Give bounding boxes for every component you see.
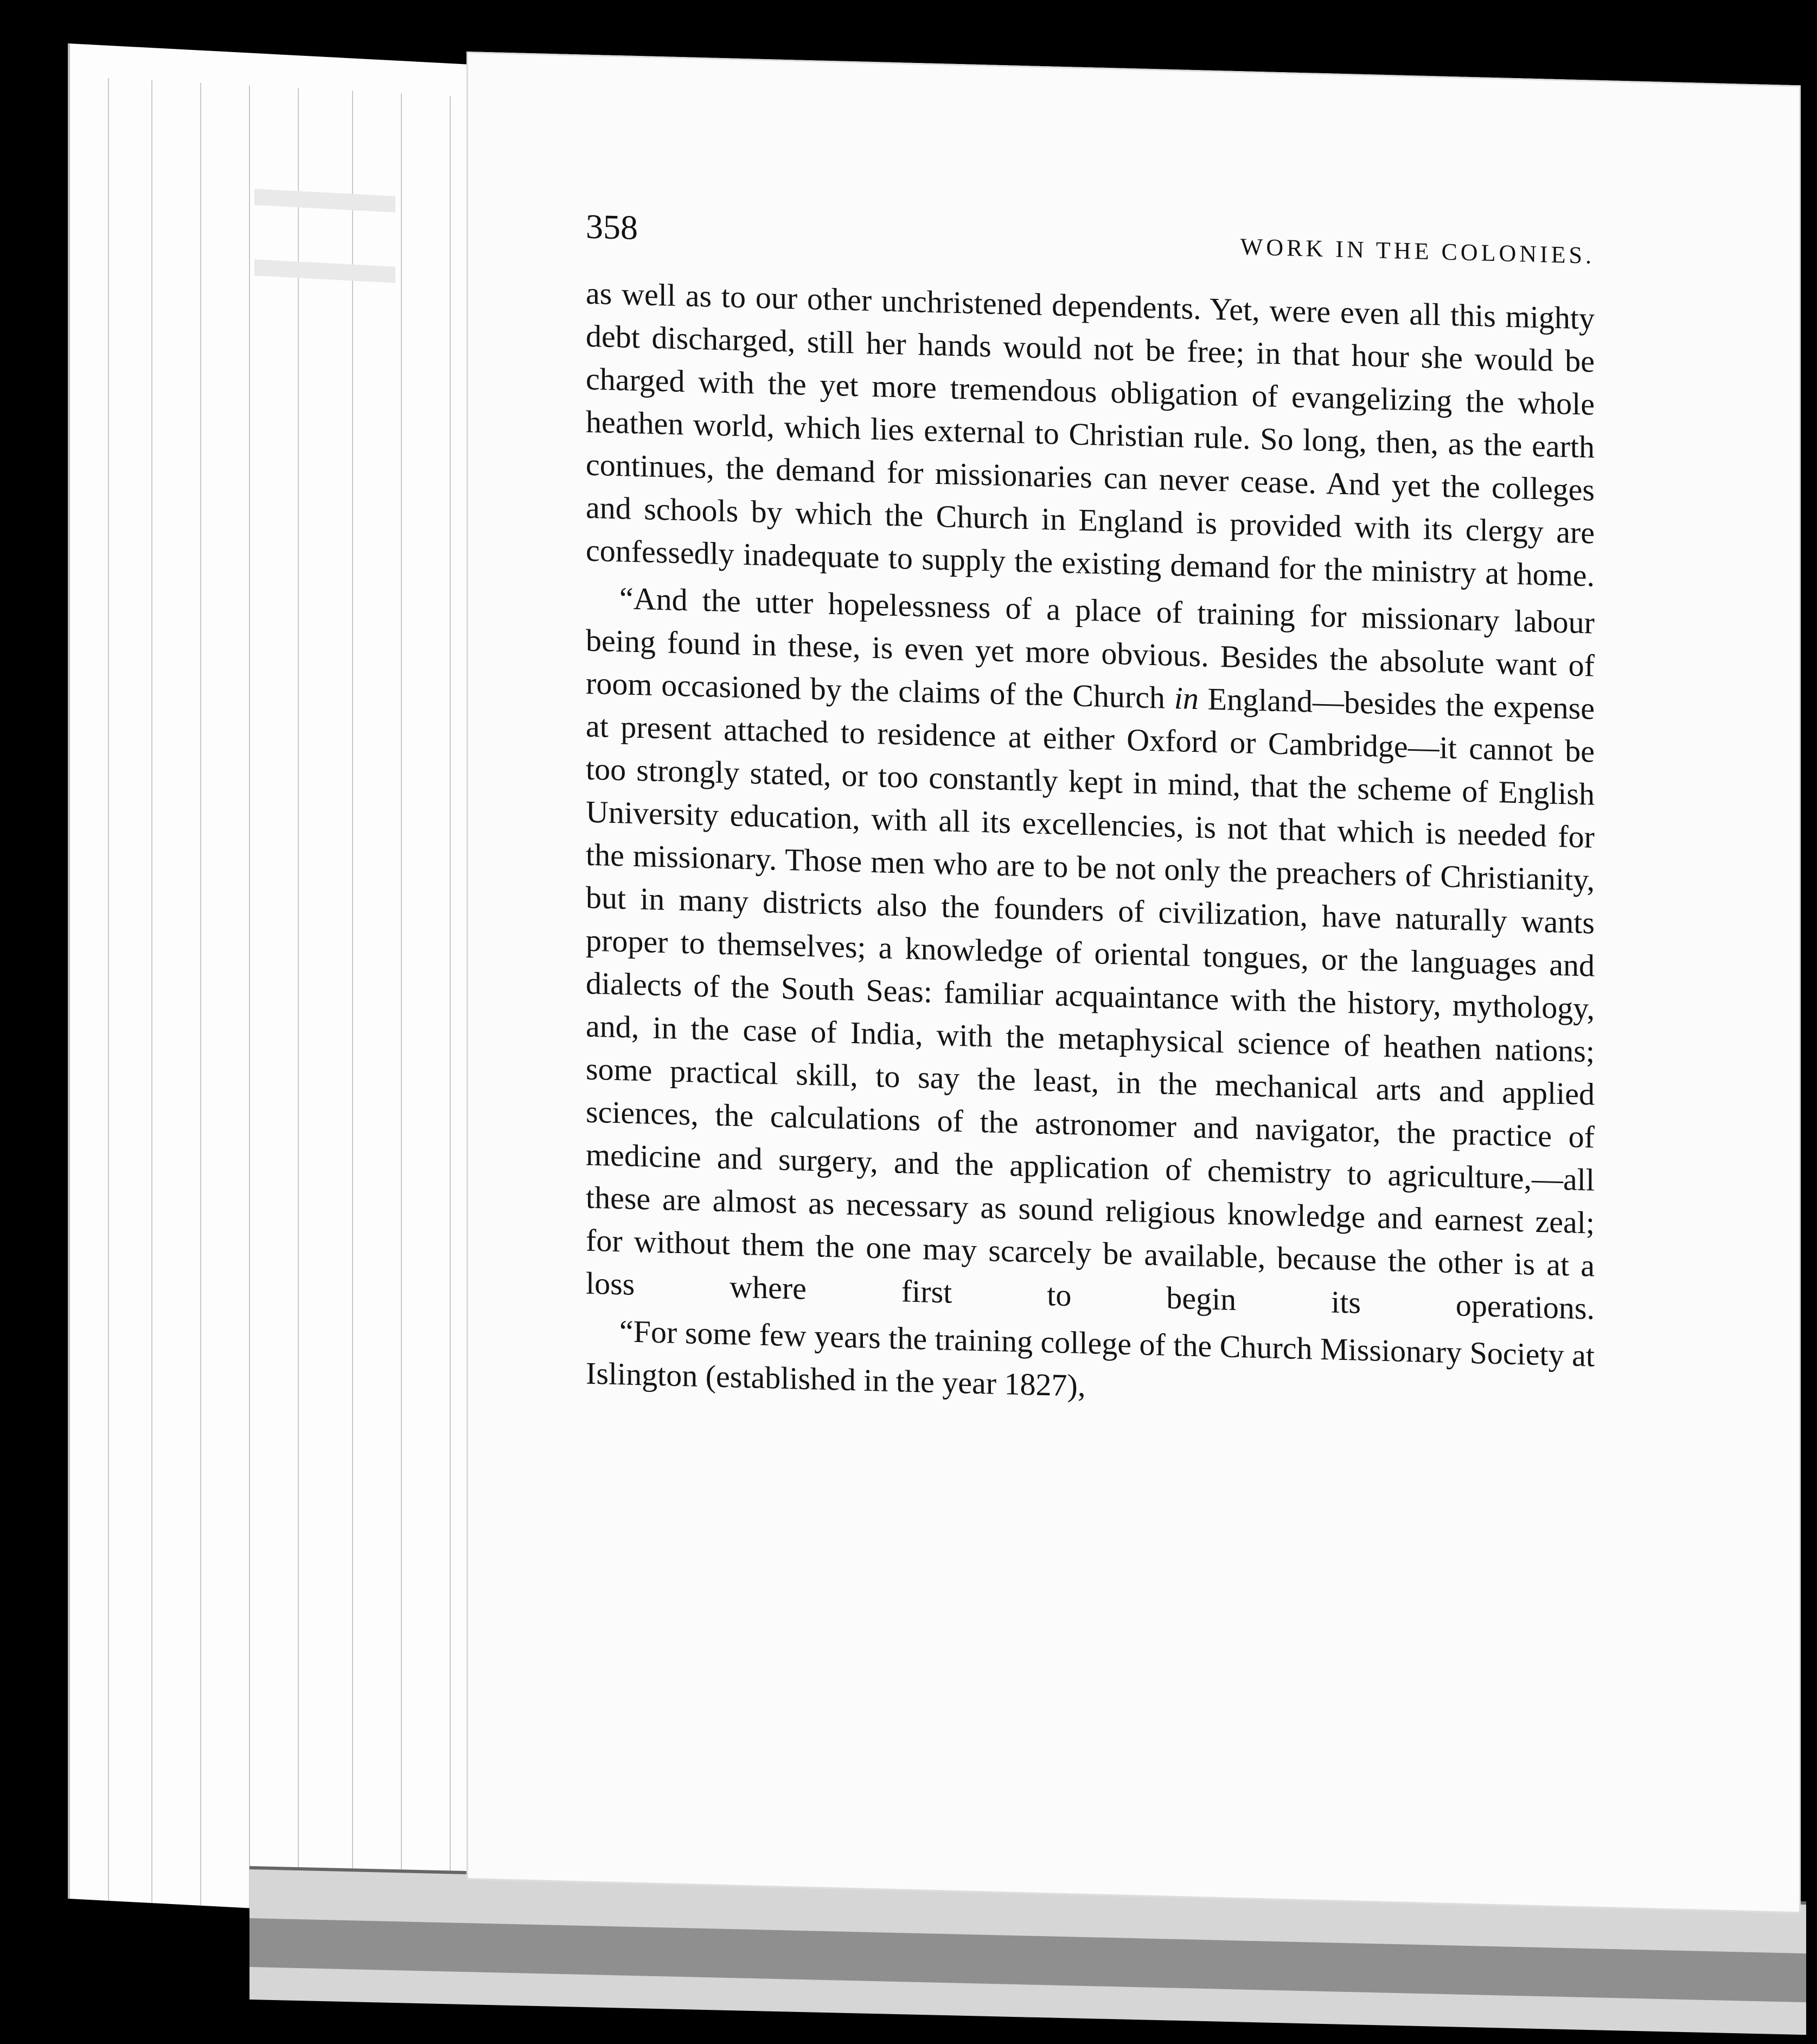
body-text bbox=[586, 272, 1595, 1420]
paragraph: as well as to our other unchristened dependents. Yet, were even all this mighty debt discharged, still her hands would not be free; in that hour she would be charged with the yet more tremendous obligation of evangelizing the whole heathen world, which lies external to Christian rule. So long, then, as the earth continues, the demand for missionaries can never cease. And yet the colleges and schools by which the Church in England is provided with its clergy are confessedly inadequate to supply the existing demand for the ministry at home. bbox=[586, 275, 1595, 593]
running-head bbox=[586, 207, 1595, 276]
page-edge-notch bbox=[254, 189, 395, 213]
binding-band bbox=[249, 1918, 1806, 2002]
page-edge-line bbox=[108, 78, 109, 1901]
page-content bbox=[586, 207, 1595, 1420]
paragraph: “For some few years the training college of the Church Missionary Society at Islington (established in the year 1827), bbox=[586, 1313, 1595, 1403]
page-edge-notch bbox=[254, 259, 395, 283]
page-edge-line bbox=[352, 91, 353, 1913]
paragraph-text: “And the utter hopelessness of a place of training for missionary labour being found in these, is even yet more obvious. Besides the absolute want of room occasioned by the claims of the Church bbox=[586, 580, 1595, 716]
running-title: WORK IN THE COLONIES. bbox=[1240, 233, 1595, 269]
page-edge-line bbox=[200, 83, 201, 1906]
page-stack-edge bbox=[68, 43, 526, 1922]
paragraph-text: England—besides the expense at present attached to residence at either Oxford or Cambridge—it cannot be too strongly stated, or too constantly kept in mind, that the scheme of English University education, with all its excellencies, is not that which is needed for the missionary. Those men who are to be not only the preachers of Christianity, but in many districts also the founders of civilization, have naturally wants proper to themselves; a knowledge of oriental tongues, or the languages and dialects of the South Seas: familiar acquaintance with the history, mythology, and, in the case of India, with the metaphysical science of heathen nations; some practical skill, to say the least, in the mechanical arts and applied sciences, the calculations of the astronomer and navigator, the practice of medicine and surgery, and the application of chemistry to agriculture,—all these are almost as necessary as sound religious knowledge and earnest zeal; for without them the one may scarcely be available, because the other is at a loss where first to begin its operations. bbox=[586, 681, 1595, 1326]
page-edge-line bbox=[401, 93, 402, 1916]
page-number: 358 bbox=[586, 207, 638, 247]
paragraph bbox=[586, 576, 1595, 1330]
book-page bbox=[466, 52, 1801, 1913]
page-edge-line bbox=[298, 88, 299, 1911]
page-edge-line bbox=[249, 86, 250, 1908]
page-edge-line bbox=[151, 80, 152, 1903]
page-edge-line bbox=[450, 96, 451, 1919]
italic-word: in bbox=[1174, 680, 1199, 717]
